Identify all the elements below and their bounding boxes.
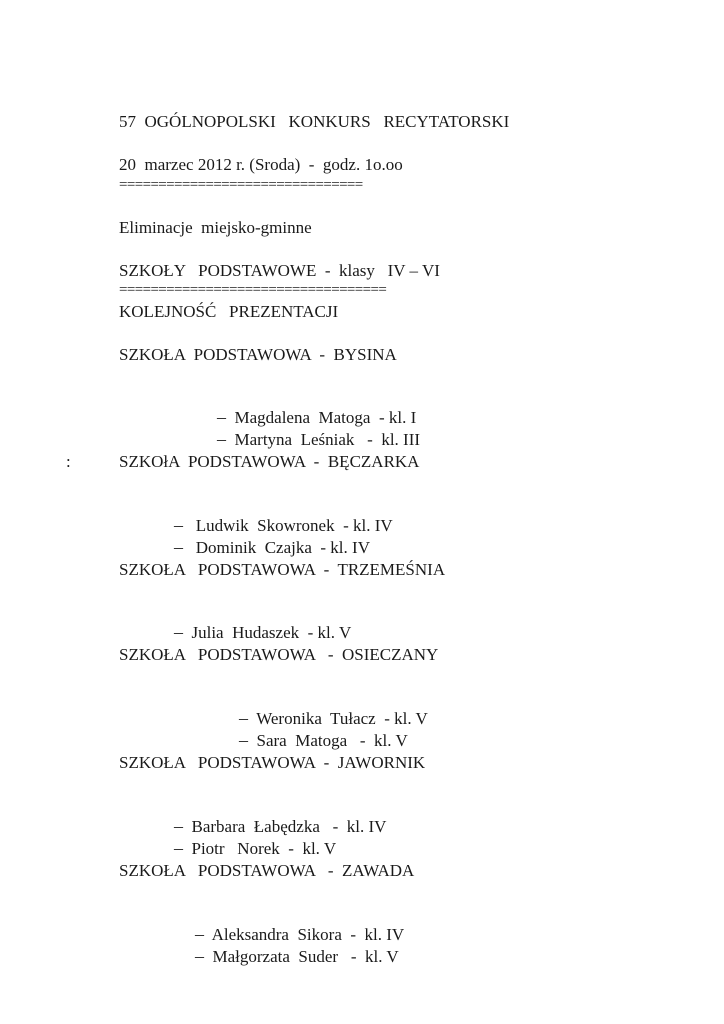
student-name: Weronika Tułacz - kl. V — [256, 709, 428, 728]
student-name: Małgorzata Suder - kl. V — [212, 947, 399, 966]
dash-bullet: – — [174, 537, 183, 557]
student-name: Dominik Czajka - kl. IV — [191, 538, 370, 557]
order-heading: KOLEJNOŚĆ PREZENTACJI — [119, 302, 339, 321]
dash-bullet: – — [217, 429, 226, 449]
student-name: Sara Matoga - kl. V — [256, 731, 408, 750]
contest-title: 57 OGÓLNOPOLSKI KONKURS RECYTATORSKI — [119, 112, 510, 131]
dash-bullet: – — [239, 730, 248, 750]
student-name: Aleksandra Sikora - kl. IV — [211, 925, 405, 944]
separator-line: ================================== — [119, 282, 387, 298]
school-name: SZKOŁA PODSTAWOWA - OSIECZANY — [119, 645, 439, 664]
student-name: Piotr Norek - kl. V — [191, 839, 337, 858]
student-name: Barbara Łabędzka - kl. IV — [191, 817, 387, 836]
school-name: SZKOŁA PODSTAWOWA - BYSINA — [119, 345, 397, 364]
margin-mark: : — [66, 452, 71, 471]
school-name: SZKOŁA PODSTAWOWA - TRZEMEŚNIA — [119, 560, 446, 579]
student-name: Ludwik Skowronek - kl. IV — [191, 516, 393, 535]
dash-bullet: – — [174, 515, 183, 535]
dash-bullet: – — [195, 946, 204, 966]
dash-bullet: – — [174, 838, 183, 858]
dash-bullet: – — [174, 622, 183, 642]
student-name: Magdalena Matoga - kl. I — [234, 408, 417, 427]
date-line: 20 marzec 2012 r. (Sroda) - godz. 1o.oo — [119, 155, 403, 174]
separator-line: =============================== — [119, 177, 363, 193]
round-label: Eliminacje miejsko-gminne — [119, 218, 312, 237]
student-entry — [178, 926, 399, 987]
dash-bullet: – — [195, 924, 204, 944]
school-name: SZKOŁA PODSTAWOWA - JAWORNIK — [119, 753, 426, 772]
category-label: SZKOŁY PODSTAWOWE - klasy IV – VI — [119, 261, 440, 280]
school-name: SZKOłA PODSTAWOWA - BĘCZARKA — [119, 452, 420, 471]
dash-bullet: – — [174, 816, 183, 836]
school-name: SZKOŁA PODSTAWOWA - ZAWADA — [119, 861, 415, 880]
dash-bullet: – — [239, 708, 248, 728]
student-name: Martyna Leśniak - kl. III — [234, 430, 421, 449]
student-name: Julia Hudaszek - kl. V — [191, 623, 352, 642]
dash-bullet: – — [217, 407, 226, 427]
